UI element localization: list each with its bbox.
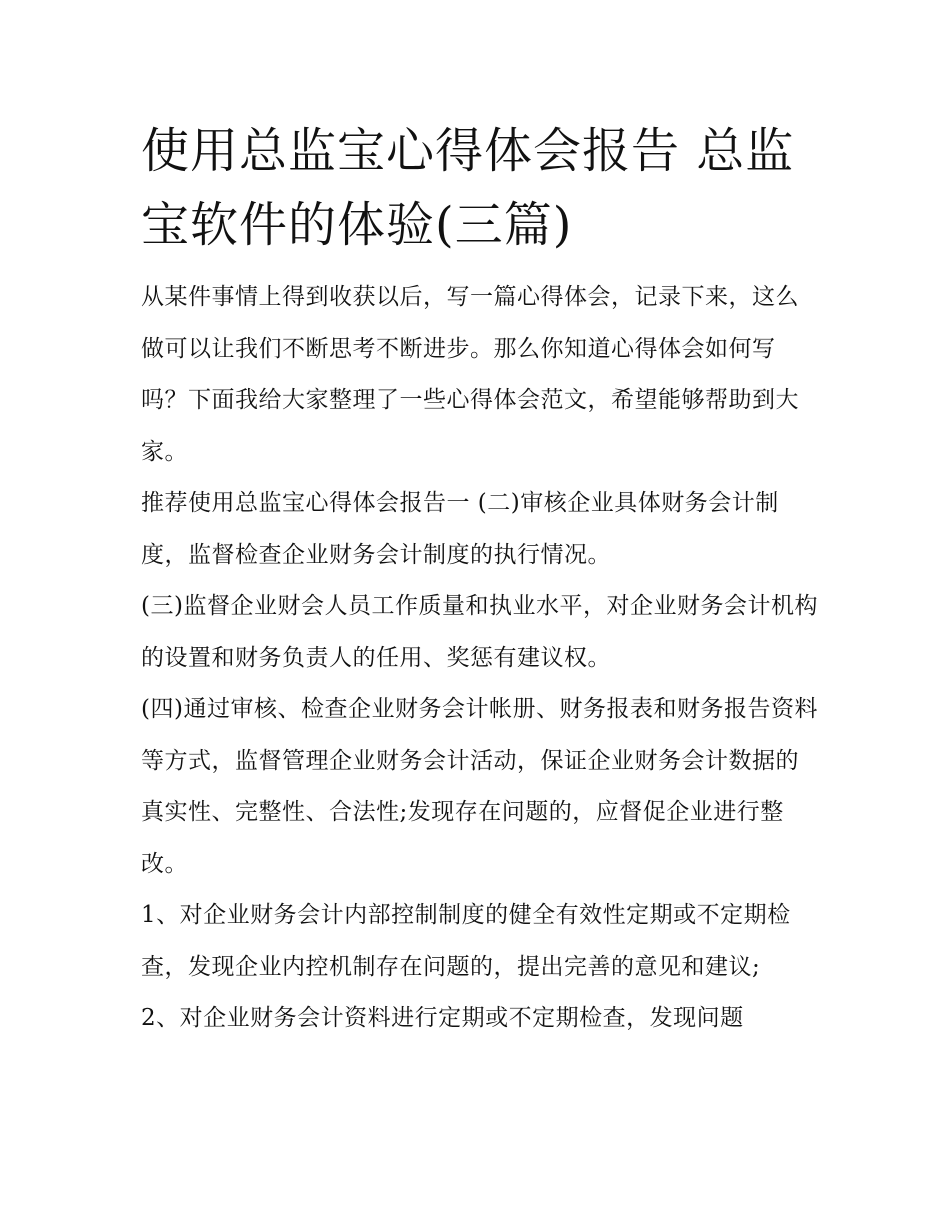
paragraph-item-3: (三)监督企业财会人员工作质量和执业水平，对企业财务会计机构的设置和财务负责人的任用、奖惩有建议权。 xyxy=(141,593,818,671)
paragraph-intro: 从某件事情上得到收获以后，写一篇心得体会，记录下来，这么做可以让我们不断思考不断进步。那么你知道心得体会如何写吗？下面我给大家整理了一些心得体会范文，希望能够帮助到大家。 xyxy=(141,284,799,465)
document-body xyxy=(141,114,821,1045)
paragraph-item-4: (四)通过审核、检查企业财务会计帐册、财务报表和财务报告资料等方式，监督管理企业财务会计活动，保证企业财务会计数据的真实性、完整性、合法性;发现存在问题的，应督促企业进行整改。 xyxy=(141,696,818,877)
paragraph-item-2: 推荐使用总监宝心得体会报告一 (二)审核企业具体财务会计制度，监督检查企业财务会计制度的执行情况。 xyxy=(141,490,779,568)
document-title: 使用总监宝心得体会报告 总监宝软件的体验(三篇) xyxy=(141,123,795,253)
paragraph-point-2: 2、对企业财务会计资料进行定期或不定期检查，发现问题 xyxy=(141,1005,744,1031)
paragraph-point-1: 1、对企业财务会计内部控制制度的健全有效性定期或不定期检查，发现企业内控机制存在问题的，提出完善的意见和建议; xyxy=(141,902,791,980)
